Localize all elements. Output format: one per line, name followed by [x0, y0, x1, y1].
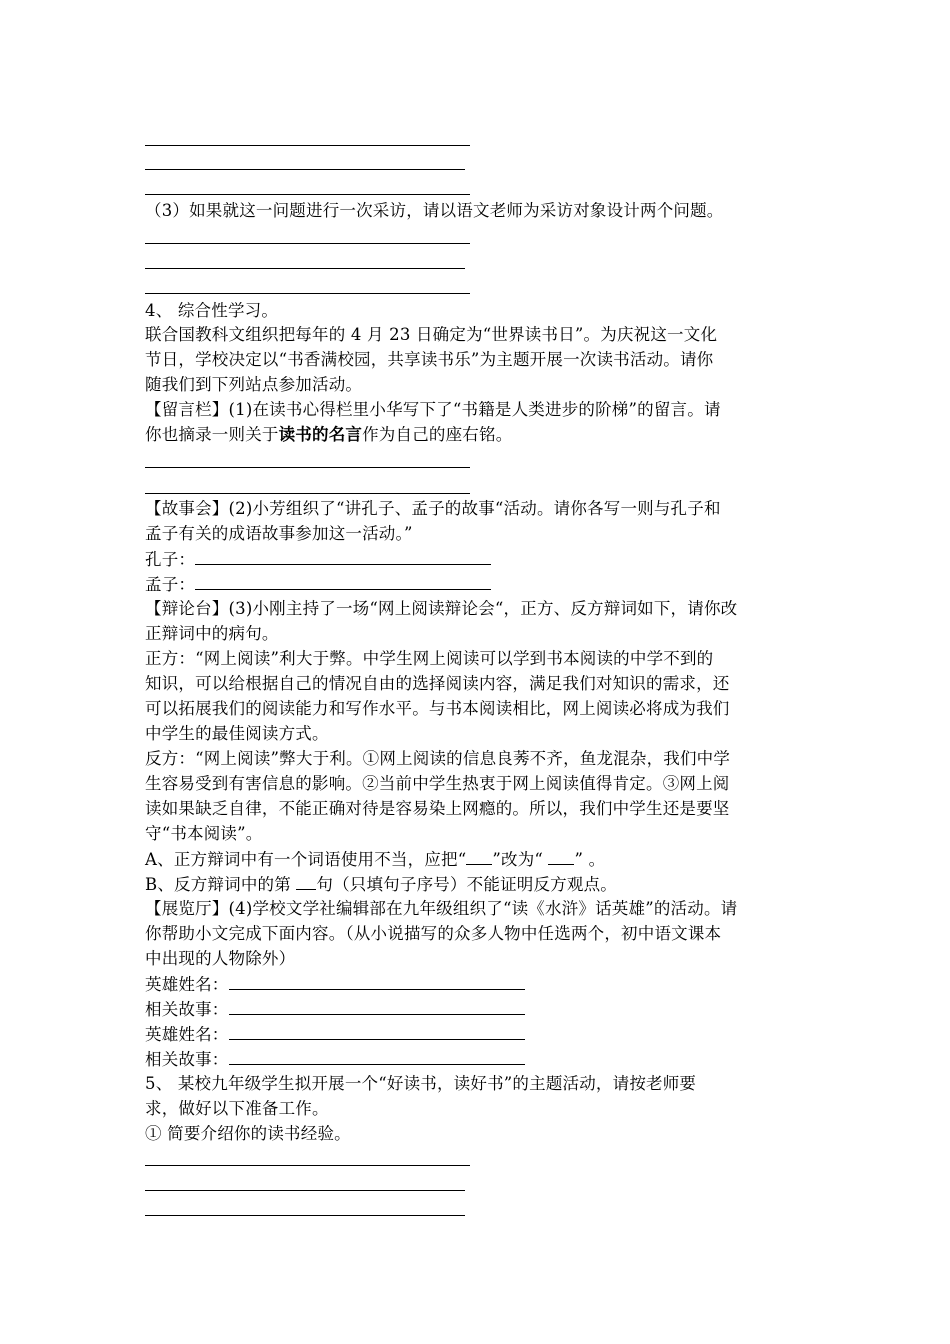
answer-line: [145, 1165, 470, 1166]
answer-line: [145, 1190, 465, 1191]
answer-line: [145, 1215, 465, 1216]
question-b-text: 句（只填句子序号）不能证明反方观点。: [316, 875, 617, 894]
bianlun-line: 知识，可以给根据自己的情况自由的选择阅读内容，满足我们对知识的需求，还: [145, 674, 730, 693]
liuyan-line: [145, 423, 810, 447]
liuyan-bold-text: 读书的名言: [278, 425, 363, 444]
question-5-line: 求，做好以下准备工作。: [145, 1099, 329, 1118]
zhanlan-line: 你帮助小文完成下面内容。（从小说描写的众多人物中任选两个，初中语文课本: [145, 924, 722, 943]
q4-intro-line: 联合国教科文组织把每年的 4 月 23 日确定为“世界读书日”。为庆祝这一文化: [145, 325, 718, 344]
liuyan-text: 你也摘录一则关于: [145, 425, 279, 444]
bianlun-line: 可以拓展我们的阅读能力和写作水平。与书本阅读相比，网上阅读必将成为我们: [145, 699, 730, 718]
bianlun-line: 读如果缺乏自律，不能正确对待是容易染上网瘾的。所以，我们中学生还是要坚: [145, 799, 730, 818]
mengzi-label: 孟子：: [145, 575, 196, 594]
zhanlan-line: 中出现的人物除外）: [145, 949, 296, 968]
bianlun-line: 【辩论台】(3)小刚主持了一场“网上阅读辩论会“，正方、反方辩词如下，请你改: [145, 599, 738, 618]
hero-story-blank[interactable]: [229, 1047, 525, 1065]
question-a-blank-2[interactable]: [548, 847, 574, 865]
question-a-text: A、正方辩词中有一个词语使用不当，应把“: [145, 850, 467, 869]
hero-name-field: [145, 1022, 810, 1047]
hero-story-blank[interactable]: [229, 997, 525, 1015]
q4-intro-line: 节日，学校决定以“书香满校园，共享读书乐”为主题开展一次读书活动。请你: [145, 350, 714, 369]
liuyan-line: 【留言栏】(1)在读书心得栏里小华写下了“书籍是人类进步的阶梯”的留言。请: [145, 400, 721, 419]
hero-name-field: [145, 972, 810, 997]
bianlun-question-b: [145, 872, 810, 897]
answer-line: [145, 194, 470, 195]
gushi-line: 【故事会】(2)小芳组织了“讲孔子、孟子的故事“活动。请你各写一则与孔子和: [145, 499, 721, 518]
hero-story-label: 相关故事：: [145, 1000, 229, 1019]
question-5-line: 5、 某校九年级学生拟开展一个“好读书，读好书”的主题活动，请按老师要: [145, 1074, 697, 1093]
question-a-blank-1[interactable]: [466, 847, 492, 865]
answer-line: [145, 268, 465, 269]
bianlun-line: 正辩词中的病句。: [145, 624, 279, 643]
answer-line: [145, 169, 465, 170]
bianlun-line: 正方：“网上阅读”利大于弊。中学生网上阅读可以学到书本阅读的中学不到的: [145, 649, 714, 668]
mengzi-blank[interactable]: [195, 572, 491, 590]
hero-name-blank[interactable]: [229, 972, 525, 990]
bianlun-line: 守“书本阅读”。: [145, 824, 263, 843]
bianlun-line: 反方：“网上阅读”弊大于利。①网上阅读的信息良莠不齐，鱼龙混杂，我们中学: [145, 749, 731, 768]
hero-story-field: [145, 1047, 810, 1072]
hero-story-label: 相关故事：: [145, 1050, 229, 1069]
question-5-item-1: ① 简要介绍你的读书经验。: [145, 1124, 351, 1143]
mengzi-field: [145, 572, 810, 597]
answer-line: [145, 493, 470, 494]
kongzi-label: 孔子：: [145, 550, 196, 569]
kongzi-blank[interactable]: [195, 547, 491, 565]
answer-line: [145, 293, 470, 294]
question-b-blank[interactable]: [296, 872, 316, 890]
liuyan-text: 作为自己的座右铭。: [362, 425, 513, 444]
question-a-text: ” 。: [574, 850, 606, 869]
bianlun-line: 生容易受到有害信息的影响。②当前中学生热衷于网上阅读值得肯定。③网上阅: [145, 774, 730, 793]
hero-name-blank[interactable]: [229, 1022, 525, 1040]
hero-name-label: 英雄姓名：: [145, 975, 229, 994]
question-a-text: ”改为“: [492, 850, 549, 869]
hero-story-field: [145, 997, 810, 1022]
answer-line: [145, 243, 470, 244]
zhanlan-line: 【展览厅】(4)学校文学社编辑部在九年级组织了“读《水浒》话英雄”的活动。请: [145, 899, 738, 918]
bianlun-question-a: [145, 847, 810, 872]
bianlun-line: 中学生的最佳阅读方式。: [145, 724, 329, 743]
kongzi-field: [145, 547, 810, 572]
question-4-heading: 4、 综合性学习。: [145, 301, 279, 320]
question-3-3: （3）如果就这一问题进行一次采访，请以语文老师为采访对象设计两个问题。: [145, 201, 724, 220]
gushi-line: 孟子有关的成语故事参加这一活动。”: [145, 524, 413, 543]
question-b-text: B、反方辩词中的第: [145, 875, 297, 894]
q4-intro-line: 随我们到下列站点参加活动。: [145, 375, 363, 394]
answer-line: [145, 467, 470, 468]
answer-line: [145, 145, 470, 146]
hero-name-label: 英雄姓名：: [145, 1025, 229, 1044]
